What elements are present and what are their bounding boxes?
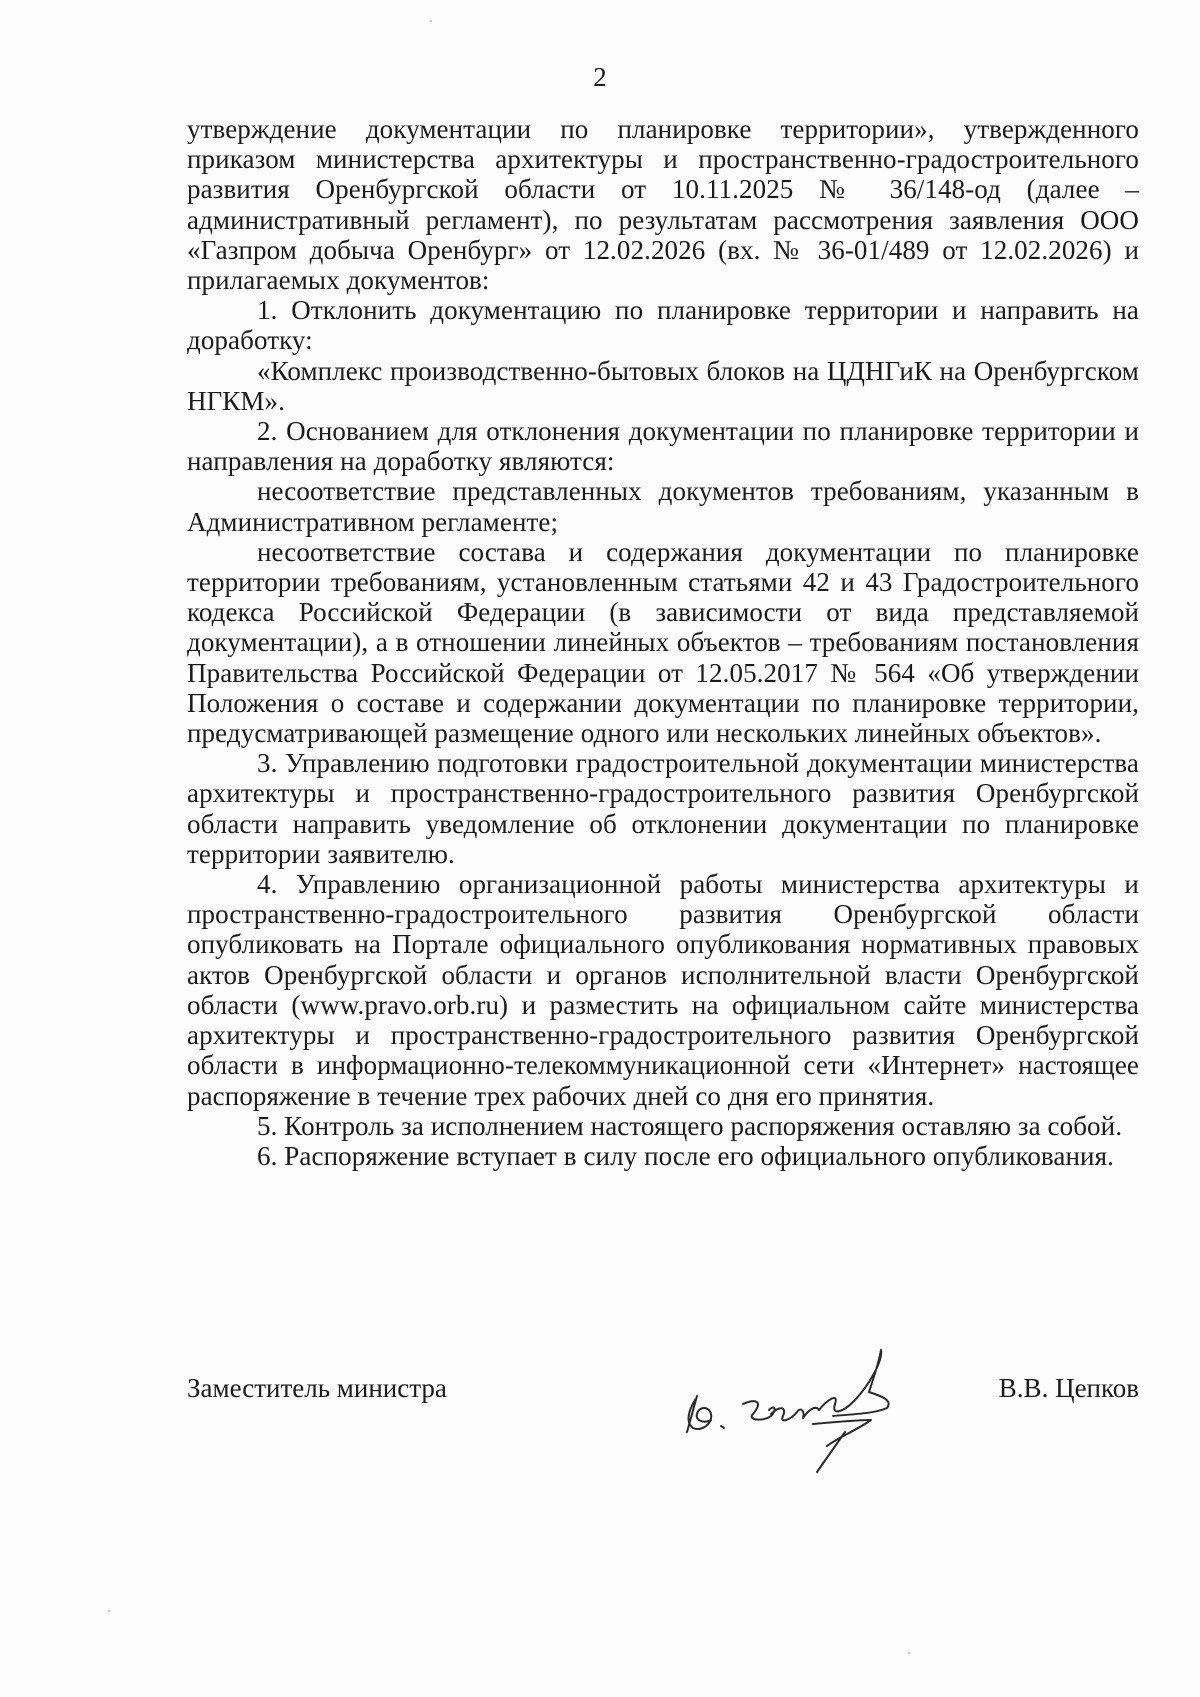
- handwritten-signature: [667, 1340, 907, 1480]
- scan-speck: [430, 20, 432, 22]
- paragraph-item-4: 4. Управлению организационной работы министерства архитектуры и пространственно-градостроительного развития Оренбургской области опубликовать на Портале официального опубликования нормативных правовых актов Оренбургской области и органов исполнительной власти Оренбургской области (www.pravo.orb.ru) и разместить на официальном сайте министерства архитектуры и пространственно-градостроительного развития Оренбургской области в информационно-телекоммуникационной сети «Интернет» настоящее распоряжение в течение трех рабочих дней со дня его принятия.: [187, 869, 1139, 1111]
- paragraph-intro: утверждение документации по планировке территории», утвержденного приказом министерства архитектуры и пространственно-градостроительного развития Оренбургской области от 10.11.2025 № 36/148-од (далее – административный регламент), по результатам рассмотрения заявления ООО «Газпром добыча Оренбург» от 12.02.2026 (вх. № 36-01/489 от 12.02.2026) и прилагаемых документов:: [187, 114, 1139, 296]
- scan-speck: [108, 1610, 110, 1612]
- paragraph-item-6: 6. Распоряжение вступает в силу после его официального опубликования.: [257, 1140, 1114, 1171]
- paragraph-item-2: 2. Основанием для отклонения документации по планировке территории и направления на доработку являются:: [187, 416, 1139, 477]
- document-body: [187, 114, 1139, 1171]
- signatory-position: Заместитель министра: [187, 1373, 447, 1403]
- scan-speck: [908, 1652, 910, 1654]
- page-number: 2: [593, 62, 607, 92]
- paragraph-item-3: 3. Управлению подготовки градостроительной документации министерства архитектуры и пространственно-градостроительного развития Оренбургской области направить уведомление об отклонении документации по планировке территории заявителю.: [187, 748, 1139, 869]
- paragraph-reason-2: несоответствие состава и содержания документации по планировке территории требованиям, установленным статьями 42 и 43 Градостроительного кодекса Российской Федерации (в зависимости от вида представляемой документации), а в отношении линейных объектов – требованиям постановления Правительства Российской Федерации от 12.05.2017 № 564 «Об утверждении Положения о составе и содержании документации по планировке территории, предусматривающей размещение одного или нескольких линейных объектов».: [187, 536, 1139, 749]
- signature-block: [187, 1340, 1139, 1490]
- paragraph-item-5: 5. Контроль за исполнением настоящего распоряжения оставляю за собой.: [257, 1110, 1123, 1141]
- paragraph-project-name: «Комплекс производственно-бытовых блоков на ЦДНГиК на Оренбургском НГКМ».: [187, 355, 1139, 416]
- paragraph-reason-1: несоответствие представленных документов требованиям, указанным в Административном регламенте;: [187, 476, 1139, 537]
- paragraph-item-1: 1. Отклонить документацию по планировке территории и направить на доработку:: [187, 295, 1139, 356]
- signatory-name: В.В. Цепков: [998, 1373, 1139, 1403]
